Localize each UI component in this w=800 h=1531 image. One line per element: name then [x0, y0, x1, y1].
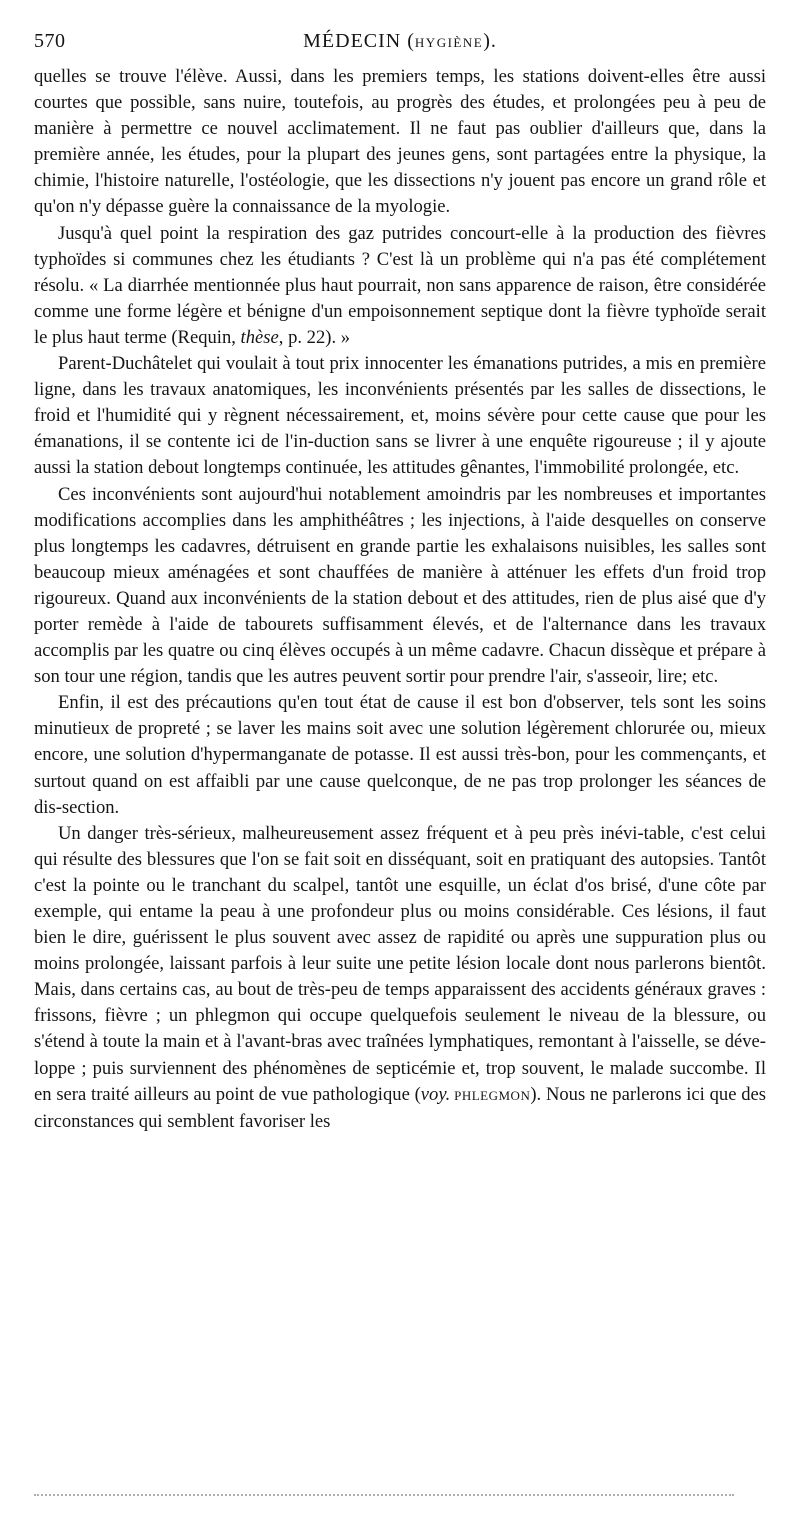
paragraph-6 — [34, 821, 766, 1135]
paragraph-6-text: Un danger très-sérieux, malheureusement assez fréquent et à peu près inévi-table, c'est celui qui résulte des blessures que l'on se fait soit en disséquant, soit en pratiquant des autopsies. Tantôt c'est la pointe ou le tranchant du scalpel, tantôt une esquille, un éclat d'os brisé, d'une côte par exemple, qui entame la peau à une profondeur plus ou moins considérable. Ces lésions, il faut bien le dire, guérissent le plus souvent avec assez de rapidité ou après une suppuration plus ou moins prolongée, laissant parfois à leur suite une petite lésion locale dont nous parlerons bientôt. Mais, dans certains cas, au bout de très-peu de temps apparaissent des accidents généraux graves : frissons, fièvre ; un phlegmon qui occupe quelquefois seulement le niveau de la blessure, ou s'étend à toute la main et à l'avant-bras avec traînées lymphatiques, remontant à l'aisselle, se déve-loppe ; puis surviennent des phénomènes de septicémie et, trop souvent, le malade succombe. Il en sera traité ailleurs au point de vue pathologique ( — [34, 822, 766, 1105]
page-number: 570 — [34, 30, 66, 52]
paragraph-6-italic: voy. — [420, 1083, 451, 1105]
paragraph-2-italic: thèse — [240, 326, 279, 348]
running-head-main: MÉDECIN — [303, 30, 402, 52]
body-text — [34, 64, 766, 1135]
paragraph-2-end: , p. 22). » — [278, 326, 351, 348]
running-head-small: HYGIÈNE — [414, 35, 484, 50]
paragraph-5: Enfin, il est des précautions qu'en tout état de cause il est bon d'observer, tels sont les soins minutieux de propreté ; se laver les mains soit avec une solution légèrement chlorurée ou, mieux encore, une solution d'hypermanganate de potasse. Il est aussi très-bon, pour les commençants, et surtout quand on est affaibli par une cause quelconque, de ne pas trop prolonger les séances de dis-section. — [34, 692, 766, 818]
paragraph-3: Parent-Duchâtelet qui voulait à tout prix innocenter les émanations putrides, a mis en première ligne, dans les travaux anatomiques, les inconvénients présentés par les salles de dissections, le froid et l'humidité qui y règnent nécessairement, et, moins sévère pour cette cause que pour les émanations, il se contente ici de l'in-duction sans se livrer à une enquête rigoureuse ; il y ajoute aussi la station debout longtemps continuée, les attitudes gênantes, l'immobilité prolongée, etc. — [34, 353, 766, 479]
paragraph-2-text: Jusqu'à quel point la respiration des gaz putrides concourt-elle à la production des fièvres typhoïdes si communes chez les étudiants ? C'est là un problème qui n'a pas été complétement résolu. « La diarrhée mentionnée plus haut pourrait, non sans apparence de raison, être considérée comme une forme légère et bénigne d'un empoisonnement septique dont la fièvre typhoïde serait le plus haut terme (Requin, — [34, 222, 766, 348]
paragraph-4: Ces inconvénients sont aujourd'hui notablement amoindris par les nombreuses et importantes modifications accomplies dans les amphithéâtres ; les injections, à l'aide desquelles on conserve plus longtemps les cadavres, détruisent en grande partie les exhalaisons nuisibles, les salles sont beaucoup mieux aménagées et sont chauffées de manière à atténuer les effets d'un froid trop rigoureux. Quand aux inconvénients de la station debout et des attitudes, rien de plus aisé que d'y porter remède à l'aide de tabourets suffisamment élevés, et de l'alternance dans les travaux accomplis par les quatre ou cinq élèves occupés à un même cadavre. Chacun dissèque et prépare à son tour une région, tandis que les autres peuvent sortir pour prendre l'air, s'asseoir, lire; etc. — [34, 483, 766, 688]
paragraph-1: quelles se trouve l'élève. Aussi, dans les premiers temps, les stations doivent-elles être aussi courtes que possible, sans nuire, toutefois, au progrès des études, et prolongées peu à peu de manière à permettre ce nouvel acclimatement. Il ne faut pas oublier d'ailleurs que, dans la première année, les études, pour la plupart des jeunes gens, sont partagées entre la physique, la chimie, l'histoire naturelle, l'ostéologie, que les dissections n'y jouent pas encore un grand rôle et qu'on n'y dépasse guère la connaissance de la myologie. — [34, 66, 766, 218]
running-head-close: ). — [483, 30, 497, 52]
footer-dotted-rule — [34, 1494, 734, 1496]
book-page — [34, 30, 766, 1135]
running-head-open: ( — [401, 30, 415, 52]
paragraph-6-smallcaps: PHLEGMON — [450, 1087, 531, 1103]
paragraph-2 — [34, 221, 766, 351]
page-header — [34, 30, 766, 64]
running-head — [34, 30, 766, 53]
paragraph-6-end: ). Nous ne parlerons ici que des circonstances qui semblent favoriser les — [34, 1083, 767, 1132]
